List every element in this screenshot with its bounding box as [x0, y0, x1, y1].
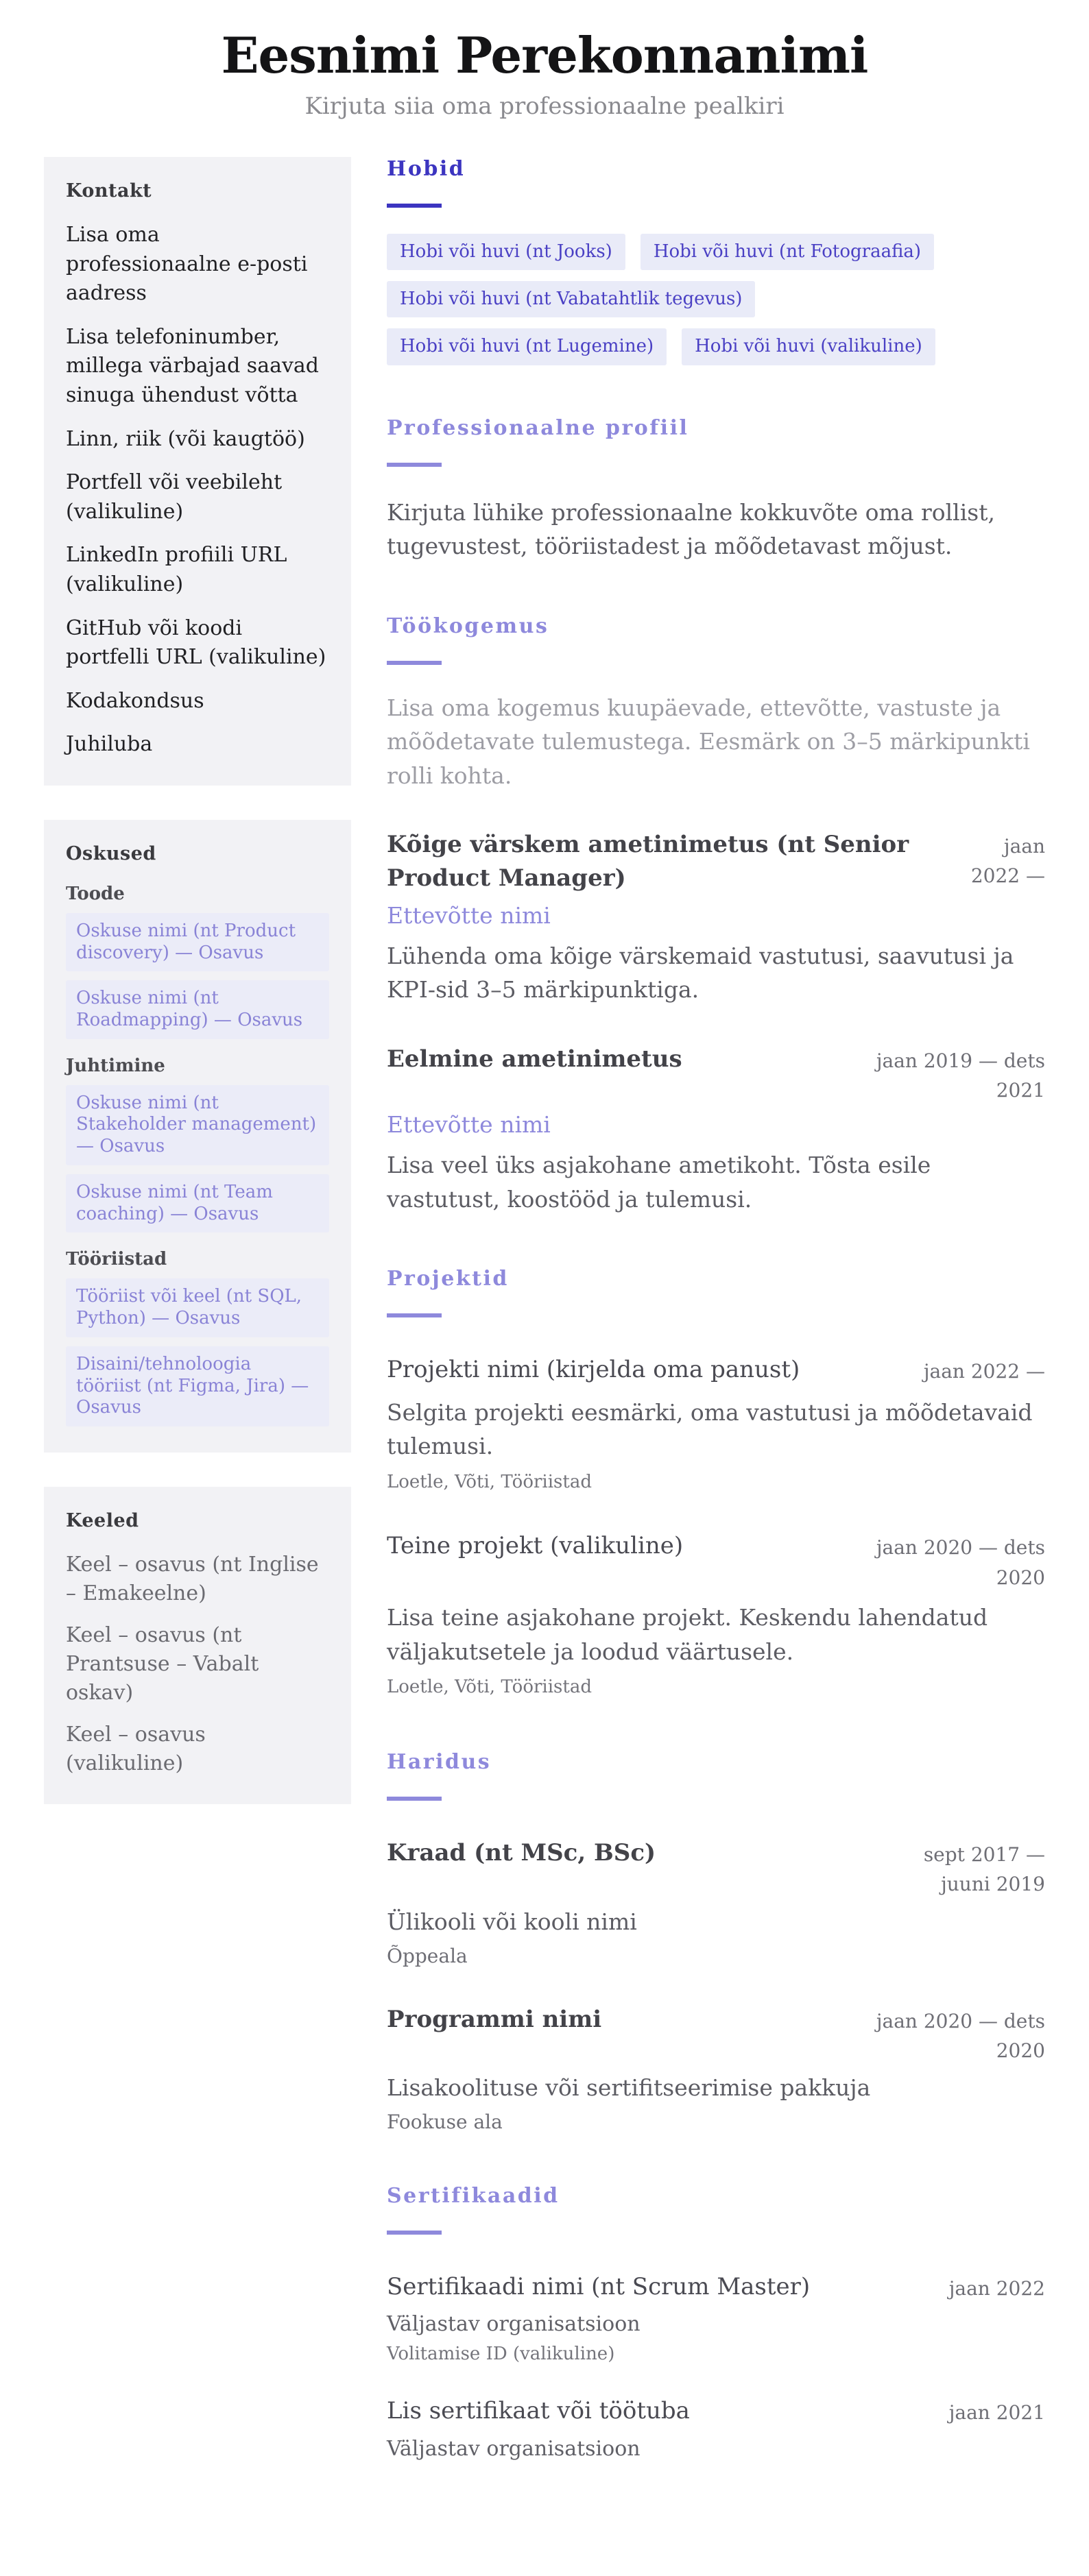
contact-title: Kontakt [66, 180, 152, 202]
job-title: Eelmine ametinimetus [387, 1045, 682, 1073]
entry-header [387, 1836, 1045, 1899]
profile-text: Kirjuta lühike professionaalne kokkuvõte oma rollist, tugevustest, tööriistadest ja mõõdetavast mõjust. [387, 498, 995, 560]
languages-title: Keeled [66, 1509, 139, 1531]
certifications-section [387, 2184, 1045, 2464]
issuing-organization: Väljastav organisatsioon [387, 2436, 641, 2461]
skill-pill: Tööriist või keel (nt SQL, Python) — Osavus [66, 1278, 329, 1337]
professional-headline: Kirjuta siia oma professionaalne pealkiri [304, 92, 785, 120]
project-name: Teine projekt (valikuline) [387, 1532, 684, 1560]
skill-group-label-tools: Tööriistad [66, 1249, 167, 1270]
project-name: Projekti nimi (kirjelda oma panust) [387, 1356, 800, 1384]
entry-header [387, 2003, 1045, 2066]
language-item: Keel – osavus (nt Inglise – Emakeelne) [66, 1552, 319, 1605]
entry-header [387, 2394, 1045, 2428]
profile-title: Professionaalne profiil [387, 415, 689, 440]
certificate-dates: jaan 2021 [948, 2401, 1045, 2425]
certification-entry [387, 2270, 1045, 2364]
contact-item-github: GitHub või koodi portfelli URL (valikuline) [66, 616, 326, 670]
job-dates: jaan 2022 — [970, 835, 1045, 888]
project-summary: Lisa teine asjakohane projekt. Keskendu lahendatud väljakutsetele ja loodud väärtusele. [387, 1604, 988, 1665]
certifications-title: Sertifikaadid [387, 2184, 560, 2209]
experience-entry [387, 828, 1045, 1006]
entry-header [387, 1043, 1045, 1106]
skill-pill: Oskuse nimi (nt Stakeholder management) — Osavus [66, 1085, 329, 1165]
issuing-organization: Väljastav organisatsioon [387, 2312, 641, 2337]
main-content [387, 157, 1045, 2514]
contact-item-location: Linn, riik (või kaugtöö) [66, 426, 305, 451]
experience-title: Töökogemus [387, 613, 549, 638]
job-title: Kõige värskem ametinimetus (nt Senior Product Manager) [387, 831, 909, 892]
project-meta: Loetle, Võti, Tööriistad [387, 1471, 592, 1492]
school-name: Lisakoolituse või sertifitseerimise pakkuja [387, 2074, 871, 2102]
skills-title: Oskused [66, 842, 156, 864]
education-title: Haridus [387, 1749, 492, 1774]
company-name: Ettevõtte nimi [387, 901, 551, 929]
hobby-tag: Hobi või huvi (nt Vabatahtlik tegevus) [387, 281, 755, 317]
skill-group-label-product: Toode [66, 883, 125, 904]
education-section [387, 1750, 1045, 2133]
project-dates: jaan 2020 — dets 2020 [876, 1536, 1045, 1589]
education-dates: sept 2017 — juuni 2019 [923, 1843, 1045, 1896]
company-name: Ettevõtte nimi [387, 1111, 551, 1139]
projects-title: Projektid [387, 1267, 509, 1291]
entry-header [387, 828, 1045, 896]
study-field: Õppeala [387, 1944, 468, 1967]
hobbies-section [387, 157, 1045, 365]
degree-name: Kraad (nt MSc, BSc) [387, 1838, 656, 1867]
entry-header [387, 2270, 1045, 2304]
contact-section [44, 157, 351, 786]
resume-header [44, 27, 1045, 121]
skill-pill: Disaini/tehnoloogia tööriist (nt Figma, Jira) — Osavus [66, 1346, 329, 1426]
entry-header [387, 1529, 1045, 1592]
hobby-tag: Hobi või huvi (nt Fotograafia) [641, 234, 934, 270]
languages-section [44, 1487, 351, 1804]
contact-item-portfolio: Portfell või veebileht (valikuline) [66, 470, 283, 524]
credential-id: Volitamise ID (valikuline) [387, 2344, 615, 2365]
certification-entry [387, 2394, 1045, 2463]
contact-item-license: Juhiluba [66, 732, 153, 757]
section-rule [387, 661, 442, 665]
projects-section [387, 1267, 1045, 1699]
contact-item-citizenship: Kodakondsus [66, 688, 204, 713]
hobby-tag: Hobi või huvi (nt Lugemine) [387, 328, 667, 365]
contact-item-phone: Lisa telefoninumber, millega värbajad saavad sinuga ühendust võtta [66, 324, 320, 407]
language-item: Keel – osavus (valikuline) [66, 1722, 206, 1775]
sidebar [44, 157, 351, 1838]
job-summary: Lühenda oma kõige värskemaid vastutusi, saavutusi ja KPI-sid 3–5 märkipunktiga. [387, 942, 1014, 1004]
hobby-tags [387, 234, 977, 365]
project-entry [387, 1529, 1045, 1699]
project-entry [387, 1353, 1045, 1494]
certificate-name: Sertifikaadi nimi (nt Scrum Master) [387, 2273, 811, 2301]
entry-header [387, 1353, 1045, 1387]
skill-group-label-leadership: Juhtimine [66, 1055, 165, 1076]
section-rule [387, 1797, 442, 1801]
skill-pill: Oskuse nimi (nt Team coaching) — Osavus [66, 1174, 329, 1232]
hobby-tag: Hobi või huvi (nt Jooks) [387, 234, 625, 270]
hobby-tag: Hobi või huvi (valikuline) [682, 328, 935, 365]
education-dates: jaan 2020 — dets 2020 [876, 2009, 1045, 2062]
certificate-dates: jaan 2022 [948, 2277, 1045, 2300]
job-summary: Lisa veel üks asjakohane ametikoht. Tõsta esile vastutust, koostööd ja tulemusi. [387, 1152, 931, 1213]
contact-item-linkedin: LinkedIn profiili URL (valikuline) [66, 543, 287, 596]
skill-pill: Oskuse nimi (nt Product discovery) — Osavus [66, 913, 329, 971]
content-columns [44, 157, 1045, 2514]
project-meta: Loetle, Võti, Tööriistad [387, 1677, 592, 1698]
contact-item-email: Lisa oma professionaalne e-posti aadress [66, 222, 308, 306]
job-dates: jaan 2019 — dets 2021 [876, 1049, 1045, 1102]
study-field: Fookuse ala [387, 2111, 503, 2134]
experience-intro: Lisa oma kogemus kuupäevade, ettevõtte, vastuste ja mõõdetavate tulemustega. Eesmärk on 3–5 märkipunkti rolli kohta. [387, 694, 1030, 789]
section-rule [387, 463, 442, 467]
experience-section [387, 614, 1045, 1217]
profile-section [387, 416, 1045, 563]
hobbies-title: Hobid [387, 156, 466, 181]
degree-name: Programmi nimi [387, 2005, 602, 2033]
skills-section [44, 820, 351, 1453]
education-entry [387, 1836, 1045, 1967]
section-rule [387, 204, 442, 208]
project-dates: jaan 2022 — [923, 1360, 1045, 1383]
experience-entry [387, 1043, 1045, 1217]
section-rule [387, 1313, 442, 1317]
education-entry [387, 2003, 1045, 2134]
certificate-name: Lis sertifikaat või töötuba [387, 2397, 690, 2425]
language-item: Keel – osavus (nt Prantsuse – Vabalt oskav) [66, 1623, 259, 1705]
full-name: Eesnimi Perekonnanimi [221, 26, 868, 84]
skill-pill: Oskuse nimi (nt Roadmapping) — Osavus [66, 980, 329, 1038]
project-summary: Selgita projekti eesmärki, oma vastutusi ja mõõdetavaid tulemusi. [387, 1398, 1033, 1459]
school-name: Ülikooli või kooli nimi [387, 1908, 637, 1935]
section-rule [387, 2231, 442, 2235]
